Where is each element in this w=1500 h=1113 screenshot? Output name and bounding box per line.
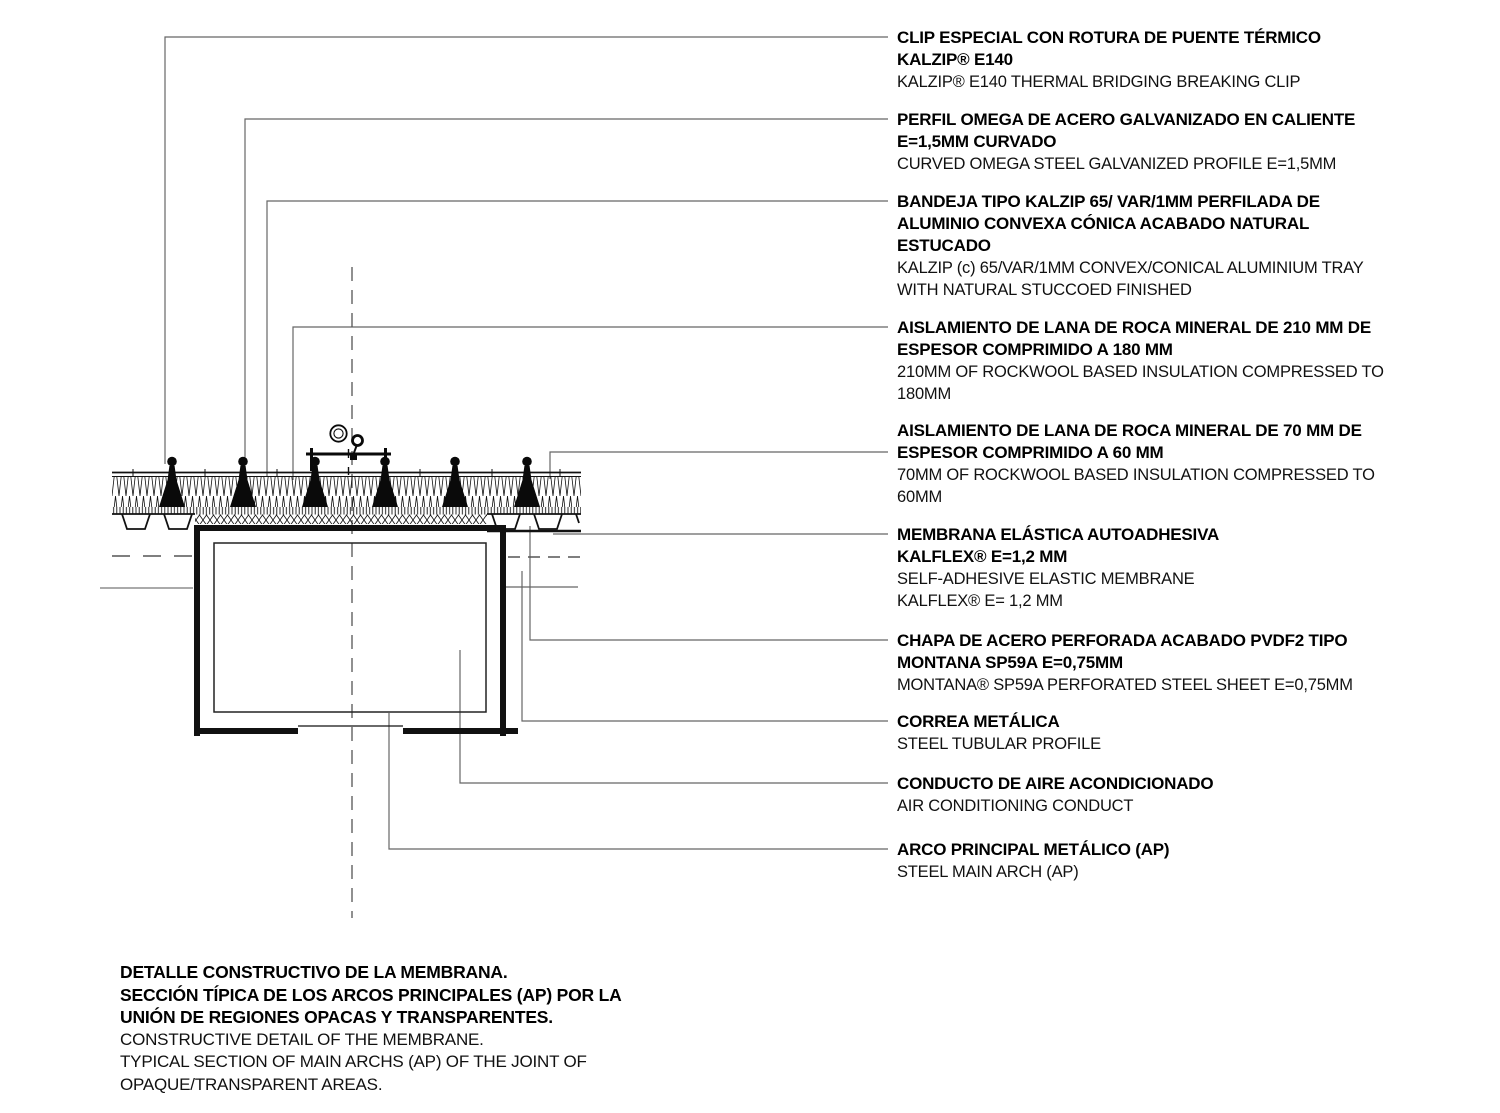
title-line: CONSTRUCTIVE DETAIL OF THE MEMBRANE. [120, 1029, 484, 1049]
leader-perforated-sheet [530, 526, 888, 640]
leader-purlin [522, 571, 888, 721]
annotation-text: STEEL MAIN ARCH (AP) [897, 863, 1079, 881]
annotation-text: KALFLEX® E= 1,2 MM [897, 592, 1063, 610]
annotation-text: ARCO PRINCIPAL METÁLICO (AP) [897, 840, 1170, 859]
main-arch-box [194, 525, 518, 736]
annotation-text: STEEL TUBULAR PROFILE [897, 735, 1101, 753]
title-line: TYPICAL SECTION OF MAIN ARCHS (AP) OF THE JOINT OF [120, 1052, 587, 1071]
title-line: UNIÓN DE REGIONES OPACAS Y TRANSPARENTES. [120, 1007, 553, 1027]
annotation-text: CURVED OMEGA STEEL GALVANIZED PROFILE E=1,5MM [897, 155, 1337, 173]
annotation-main-arch [897, 839, 1169, 883]
drawing-title-block [120, 961, 622, 1096]
annotation-text: WITH NATURAL STUCCOED FINISHED [897, 281, 1192, 299]
leader-air-duct [460, 650, 888, 783]
annotation-text: KALZIP® E140 THERMAL BRIDGING BREAKING CLIP [897, 73, 1301, 91]
annotation-text: KALFLEX® E=1,2 MM [897, 547, 1068, 566]
annotation-text: CHAPA DE ACERO PERFORADA ACABADO PVDF2 TIPO [897, 631, 1348, 650]
annotation-insulation-210 [897, 317, 1384, 405]
annotation-text: MONTANA SP59A E=0,75MM [897, 653, 1123, 672]
annotation-text: 210MM OF ROCKWOOL BASED INSULATION COMPRESSED TO [897, 363, 1384, 381]
kalzip-tray-line [112, 469, 581, 477]
annotation-text: PERFIL OMEGA DE ACERO GALVANIZADO EN CALIENTE [897, 110, 1356, 129]
title-line: OPAQUE/TRANSPARENT AREAS. [120, 1074, 383, 1094]
annotation-text: BANDEJA TIPO KALZIP 65/ VAR/1MM PERFILADA DE [897, 192, 1320, 211]
insulation-70-crosshatch [195, 515, 487, 525]
annotation-text: E=1,5MM CURVADO [897, 132, 1057, 151]
seam-roller-small [353, 436, 363, 446]
annotation-text: ESPESOR COMPRIMIDO A 60 MM [897, 443, 1164, 462]
annotation-purlin [897, 711, 1101, 755]
annotation-text: 180MM [897, 385, 952, 403]
annotation-text: CLIP ESPECIAL CON ROTURA DE PUENTE TÉRMICO [897, 28, 1321, 47]
annotation-text: CONDUCTO DE AIRE ACONDICIONADO [897, 774, 1214, 793]
seam-assembly [306, 425, 391, 475]
leader-lines [165, 37, 888, 849]
annotation-text: 60MM [897, 488, 943, 506]
annotation-perforated-sheet [897, 630, 1353, 696]
annotation-text: 70MM OF ROCKWOOL BASED INSULATION COMPRESSED TO [897, 466, 1375, 484]
seam-roller-large [330, 425, 346, 441]
annotation-text: KALZIP (c) 65/VAR/1MM CONVEX/CONICAL ALUMINIUM TRAY [897, 259, 1364, 277]
annotation-text: SELF-ADHESIVE ELASTIC MEMBRANE [897, 570, 1195, 588]
leader-insulation-210 [293, 327, 888, 480]
axis-lines [100, 267, 585, 918]
title-line: SECCIÓN TÍPICA DE LOS ARCOS PRINCIPALES (AP) POR LA [120, 984, 622, 1005]
seam-clamp [350, 453, 357, 460]
annotation-text: AISLAMIENTO DE LANA DE ROCA MINERAL DE 210 MM DE [897, 318, 1371, 337]
annotation-insulation-70 [897, 420, 1375, 508]
annotation-text: MONTANA® SP59A PERFORATED STEEL SHEET E=0,75MM [897, 676, 1353, 694]
annotation-air-duct [897, 773, 1213, 817]
annotation-text: ESTUCADO [897, 236, 991, 255]
annotation-text: KALZIP® E140 [897, 50, 1013, 69]
annotation-text: MEMBRANA ELÁSTICA AUTOADHESIVA [897, 525, 1220, 544]
leader-omega-profile [245, 119, 888, 461]
seam-roller-large-inner [334, 429, 343, 438]
annotation-kalzip-tray [897, 191, 1364, 301]
annotation-membrane [897, 524, 1219, 612]
air-duct [214, 543, 486, 712]
leader-clip [165, 37, 888, 464]
annotation-omega-profile [897, 109, 1355, 175]
leader-insulation-70 [550, 452, 888, 479]
annotation-text: ESPESOR COMPRIMIDO A 180 MM [897, 340, 1173, 359]
annotation-text: ALUMINIO CONVEXA CÓNICA ACABADO NATURAL [897, 214, 1310, 233]
title-line: DETALLE CONSTRUCTIVO DE LA MEMBRANA. [120, 962, 508, 982]
annotation-text: AISLAMIENTO DE LANA DE ROCA MINERAL DE 70 MM DE [897, 421, 1362, 440]
annotation-text: AIR CONDITIONING CONDUCT [897, 797, 1134, 815]
annotation-clip [897, 27, 1321, 93]
steel-deck-left [112, 514, 195, 529]
annotation-text: CORREA METÁLICA [897, 712, 1060, 731]
